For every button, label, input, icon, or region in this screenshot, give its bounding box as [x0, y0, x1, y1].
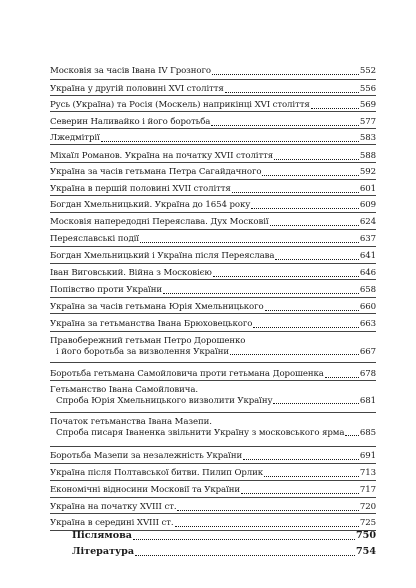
toc-entry-title: Післямова [72, 530, 133, 541]
toc-entry-title: Богдан Хмельницький і Україна після Переяслава [50, 251, 275, 261]
toc-entry-afterword[interactable] [50, 531, 376, 542]
dot-leader [251, 208, 359, 209]
toc-line [50, 285, 376, 296]
toc-line [50, 518, 376, 529]
toc-page-number: 552 [359, 66, 376, 76]
dot-leader [311, 108, 359, 109]
toc-line [50, 369, 376, 380]
toc-entry[interactable] [50, 200, 376, 211]
toc-entry-title: Міхаїл Романов. Україна на початку XVII століття [50, 151, 274, 161]
dot-leader [275, 259, 359, 260]
row-divider [50, 480, 376, 481]
row-divider [50, 229, 376, 230]
toc-entry-title: Московія напередодні Переяслава. Дух Московії [50, 217, 269, 227]
toc-entry-title: Україна після Полтавської битви. Пилип Орлик [50, 468, 264, 478]
toc-line [50, 347, 376, 358]
toc-entry[interactable] [50, 66, 376, 77]
row-divider [50, 412, 376, 413]
toc-entry[interactable] [50, 518, 376, 529]
toc-line [50, 251, 376, 262]
toc-entry-title: Початок гетьманства Івана Мазепи. [50, 417, 212, 427]
toc-line [50, 417, 376, 428]
toc-page-number: 720 [359, 502, 376, 512]
toc-entry[interactable] [50, 502, 376, 513]
toc-entry-bibliography[interactable] [50, 547, 376, 558]
toc-page-number: 624 [359, 217, 376, 227]
dot-leader [175, 526, 359, 527]
toc-page-number: 663 [359, 319, 376, 329]
toc-page-number: 641 [359, 251, 376, 261]
toc-entry[interactable] [50, 468, 376, 479]
toc-entry-title: Україна в середині XVIII ст. [50, 518, 174, 528]
toc-page-number: 667 [359, 346, 376, 357]
toc-entry-title: Україна на початку XVIII ст. [50, 502, 177, 512]
toc-line [50, 217, 376, 228]
toc-page-number: 601 [359, 184, 376, 194]
toc-page-number: 569 [359, 100, 376, 110]
toc-entry-title: Україна за гетьманства Івана Брюховецького [50, 319, 253, 329]
toc-entry[interactable] [50, 167, 376, 178]
toc-entry-title: Лжедмітрії [50, 133, 100, 143]
dot-leader [225, 92, 359, 93]
toc-entry[interactable] [50, 117, 376, 128]
toc-entry[interactable] [50, 100, 376, 111]
row-divider [50, 79, 376, 80]
toc-line [50, 100, 376, 111]
row-divider [50, 162, 376, 163]
toc-entry[interactable] [50, 84, 376, 95]
toc-line [50, 319, 376, 330]
row-divider [50, 362, 376, 363]
dot-leader [325, 377, 359, 378]
toc-page-number: 646 [359, 268, 376, 278]
dot-leader [264, 476, 359, 477]
dot-leader [262, 175, 358, 176]
toc-entry[interactable] [50, 485, 376, 496]
toc-page-number: 750 [355, 530, 376, 541]
toc-line [50, 396, 376, 407]
toc-line [50, 133, 376, 144]
toc-entry-title: Спроба писаря Іваненка звільнити Україну з московського ярма [56, 427, 345, 438]
row-divider [50, 331, 376, 332]
toc-page-number: 713 [359, 468, 376, 478]
toc-entry[interactable] [50, 234, 376, 245]
dot-leader [177, 510, 358, 511]
toc-entry-title: Боротьба Мазепи за незалежність України [50, 451, 243, 461]
dot-leader [140, 242, 359, 243]
toc-entry[interactable] [50, 369, 376, 380]
dot-leader [270, 225, 359, 226]
toc-page-number: 658 [359, 285, 376, 295]
toc-entry[interactable] [50, 251, 376, 262]
toc-line [50, 385, 376, 396]
toc-line [50, 184, 376, 195]
row-divider [50, 313, 376, 314]
toc-page-number: 754 [355, 546, 376, 557]
toc-line [50, 200, 376, 211]
toc-entry-title: Україна за часів гетьмана Петра Сагайдачного [50, 167, 262, 177]
toc-page-number: 592 [359, 167, 376, 177]
dot-leader [212, 74, 359, 75]
toc-entry-title: Література [72, 546, 135, 557]
dot-leader [211, 125, 359, 126]
toc-page-number: 691 [359, 451, 376, 461]
row-divider [50, 497, 376, 498]
row-divider [50, 513, 376, 514]
toc-line [50, 547, 376, 558]
toc-page-number: 681 [359, 395, 376, 406]
toc-line [50, 66, 376, 77]
toc-entry-title: Україна в першій половині XVII століття [50, 184, 231, 194]
toc-page-number: 588 [359, 151, 376, 161]
toc-page-number: 609 [359, 200, 376, 210]
toc-line [50, 531, 376, 542]
toc-entry-title: Северин Наливайко і його боротьба [50, 117, 211, 127]
toc-page-number: 678 [359, 369, 376, 379]
row-divider [50, 279, 376, 280]
toc-line [50, 268, 376, 279]
toc-line [50, 151, 376, 162]
toc-entry-title: Переяславські події [50, 234, 139, 244]
toc-entry[interactable] [50, 268, 376, 279]
dot-leader [273, 403, 358, 404]
toc-page-number: 725 [359, 518, 376, 528]
toc-entry[interactable] [50, 302, 376, 313]
toc-line [50, 468, 376, 479]
dot-leader [265, 310, 359, 311]
toc-line [50, 234, 376, 245]
toc-line [50, 84, 376, 95]
toc-entry[interactable] [50, 417, 376, 438]
toc-entry-title: Спроба Юрія Хмельницького визволити Україну [56, 395, 273, 406]
dot-leader [135, 555, 355, 556]
row-divider [50, 380, 376, 381]
row-divider [50, 463, 376, 464]
toc-entry-title: Попівство проти України [50, 285, 163, 295]
dot-leader [213, 276, 359, 277]
row-divider [50, 111, 376, 112]
toc-entry-title: Іван Виговський. Війна з Московією [50, 268, 212, 278]
toc-line [50, 302, 376, 313]
dot-leader [243, 459, 359, 460]
toc-entry-title: Боротьба гетьмана Самойловича проти гетьмана Дорошенка [50, 369, 324, 379]
toc-page-number: 660 [359, 302, 376, 312]
toc-entry[interactable] [50, 217, 376, 228]
row-divider [50, 95, 376, 96]
toc-entry-title: Україна за часів гетьмана Юрія Хмельницького [50, 302, 264, 312]
toc-line [50, 336, 376, 347]
dot-leader [232, 192, 359, 193]
dot-leader [241, 493, 359, 494]
toc-line [50, 117, 376, 128]
toc-entry[interactable] [50, 336, 376, 357]
toc-entry-title: Богдан Хмельницький. Україна до 1654 року [50, 200, 251, 210]
row-divider [50, 144, 376, 145]
row-divider [50, 128, 376, 129]
toc-page-number: 583 [359, 133, 376, 143]
toc-entry[interactable] [50, 451, 376, 462]
toc-page-number: 717 [359, 485, 376, 495]
toc-entry-title: Московія за часів Івана IV Грозного [50, 66, 211, 76]
toc-page-number: 577 [359, 117, 376, 127]
toc-entry-title: Правобережний гетьман Петро Дорошенко [50, 336, 246, 346]
row-divider [50, 297, 376, 298]
toc-entry-title: Україна у другій половині XVI століття [50, 84, 224, 94]
toc-line [50, 451, 376, 462]
dot-leader [274, 159, 359, 160]
dot-leader [253, 327, 359, 328]
toc-page-number: 637 [359, 234, 376, 244]
toc-entry-title: Економічні відносини Московії та України [50, 485, 240, 495]
row-divider [50, 212, 376, 213]
row-divider [50, 195, 376, 196]
dot-leader [163, 293, 359, 294]
toc-entry-title: Гетьманство Івана Самойловича. [50, 385, 199, 395]
row-divider [50, 179, 376, 180]
dot-leader [345, 435, 359, 436]
row-divider [50, 263, 376, 264]
toc-entry[interactable] [50, 184, 376, 195]
toc-entry[interactable] [50, 385, 376, 406]
toc-line [50, 167, 376, 178]
toc-entry-title: Русь (Україна) та Росія (Москель) наприкінці XVI століття [50, 100, 310, 110]
dot-leader [101, 141, 359, 142]
toc-page-number: 685 [359, 427, 376, 438]
toc-line [50, 428, 376, 439]
toc-line [50, 485, 376, 496]
dot-leader [133, 539, 355, 540]
dot-leader [230, 354, 359, 355]
row-divider [50, 446, 376, 447]
toc-entry-title: і його боротьба за визволення України [56, 346, 229, 357]
toc-entry[interactable] [50, 285, 376, 296]
toc-entry[interactable] [50, 151, 376, 162]
toc-page-number: 556 [359, 84, 376, 94]
toc-line [50, 502, 376, 513]
toc-entry[interactable] [50, 319, 376, 330]
row-divider [50, 246, 376, 247]
toc-entry[interactable] [50, 133, 376, 144]
